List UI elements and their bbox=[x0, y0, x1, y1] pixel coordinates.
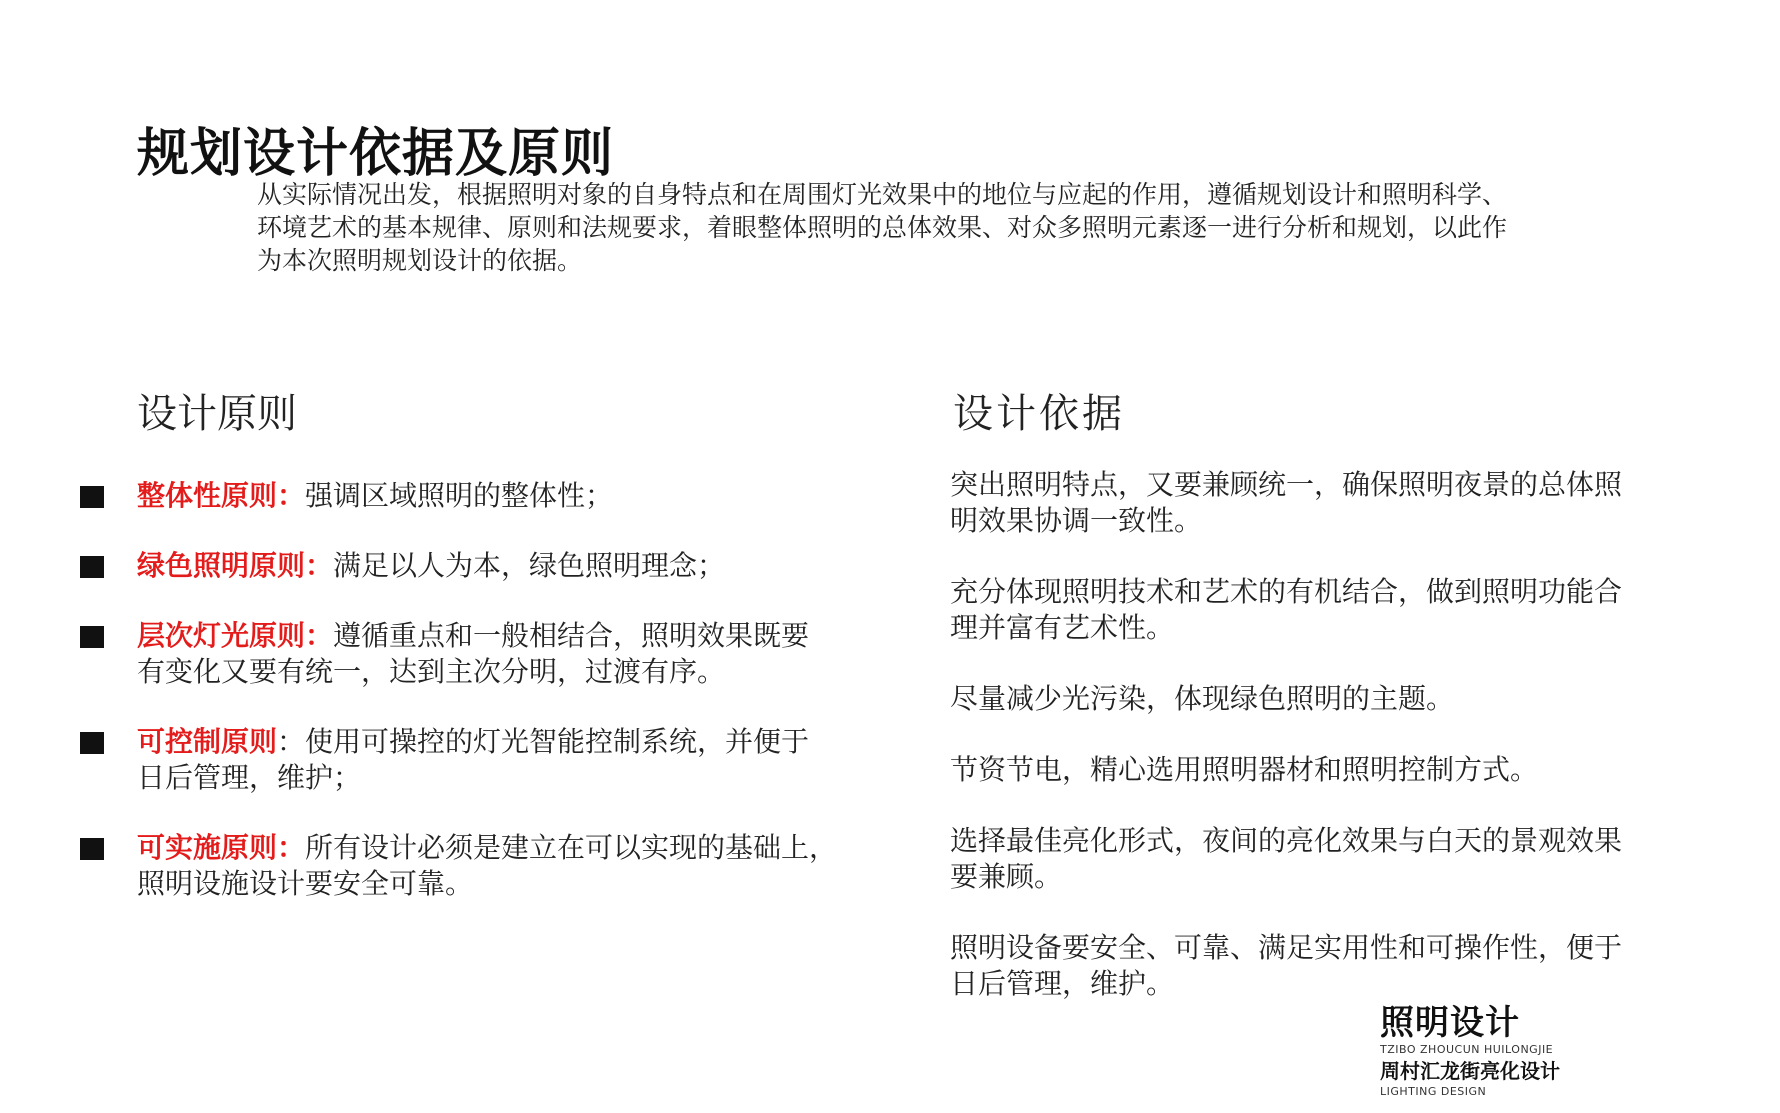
basis-list bbox=[950, 467, 1690, 1002]
principle-item bbox=[80, 724, 900, 796]
square-bullet-icon bbox=[80, 838, 104, 860]
basis-line: 尽量减少光污染，体现绿色照明的主题。 bbox=[950, 682, 1455, 715]
page-title: 规划设计依据及原则 bbox=[137, 123, 615, 184]
principle-item bbox=[80, 618, 900, 690]
principle-text: 有变化又要有统一，达到主次分明，过渡有序。 bbox=[137, 655, 726, 688]
square-bullet-icon bbox=[80, 626, 104, 648]
principle-line bbox=[137, 548, 900, 584]
basis-item bbox=[950, 574, 1690, 646]
square-bullet-icon bbox=[80, 486, 104, 508]
basis-item bbox=[950, 823, 1690, 895]
basis-item bbox=[950, 681, 1690, 717]
principle-line bbox=[137, 830, 900, 866]
basis-item bbox=[950, 930, 1690, 1002]
logo-english: LIGHTING DESIGN bbox=[1380, 1085, 1487, 1098]
principle-text: 强调区域照明的整体性； bbox=[305, 479, 614, 512]
logo-pinyin: TZIBO ZHOUCUN HUILONGJIE bbox=[1380, 1043, 1554, 1056]
square-bullet-icon bbox=[80, 732, 104, 754]
principle-name: 可实施原则： bbox=[137, 831, 306, 864]
basis-line: 节资节电，精心选用照明器材和照明控制方式。 bbox=[950, 753, 1539, 786]
basis-line: 选择最佳亮化形式，夜间的亮化效果与白天的景观效果 bbox=[950, 824, 1623, 857]
principle-item bbox=[80, 478, 900, 514]
intro-line: 为本次照明规划设计的依据。 bbox=[257, 246, 583, 275]
principles-list bbox=[80, 478, 900, 902]
basis-line: 照明设备要安全、可靠、满足实用性和可操作性，便于 bbox=[950, 931, 1623, 964]
principle-line bbox=[137, 478, 900, 514]
basis-line: 明效果协调一致性。 bbox=[950, 504, 1203, 537]
basis-line: 日后管理，维护。 bbox=[950, 967, 1175, 1000]
principle-name: 层次灯光原则： bbox=[137, 619, 334, 652]
basis-line: 要兼顾。 bbox=[950, 860, 1063, 893]
basis-line: 突出照明特点，又要兼顾统一，确保照明夜景的总体照 bbox=[950, 468, 1623, 501]
principle-text: 满足以人为本，绿色照明理念； bbox=[333, 549, 726, 582]
principle-text: 所有设计必须是建立在可以实现的基础上， bbox=[305, 831, 838, 864]
principle-line bbox=[137, 618, 900, 654]
principle-text: 日后管理，维护； bbox=[137, 761, 362, 794]
principle-name: 整体性原则： bbox=[137, 479, 306, 512]
principles-heading: 设计原则 bbox=[137, 391, 297, 437]
logo-project-name: 周村汇龙街亮化设计 bbox=[1380, 1059, 1560, 1083]
principle-name: 绿色照明原则： bbox=[137, 549, 334, 582]
basis-heading: 设计依据 bbox=[953, 391, 1125, 437]
brand-logo bbox=[1380, 1004, 1610, 1100]
principle-text: 遵循重点和一般相结合，照明效果既要 bbox=[333, 619, 810, 652]
principle-item bbox=[80, 830, 900, 902]
intro-line: 从实际情况出发，根据照明对象的自身特点和在周围灯光效果中的地位与应起的作用，遵循规划设计和照明科学、 bbox=[257, 180, 1508, 209]
basis-item bbox=[950, 752, 1690, 788]
basis-item bbox=[950, 467, 1690, 539]
principle-item bbox=[80, 548, 900, 584]
principle-text: 照明设施设计要安全可靠。 bbox=[137, 867, 474, 900]
intro-line: 环境艺术的基本规律、原则和法规要求，着眼整体照明的总体效果、对众多照明元素逐一进行分析和规划，以此作 bbox=[257, 213, 1508, 242]
principle-name: 可控制原则 bbox=[137, 725, 278, 758]
basis-line: 理并富有艺术性。 bbox=[950, 611, 1175, 644]
square-bullet-icon bbox=[80, 556, 104, 578]
principle-line bbox=[137, 724, 900, 760]
principle-text: ：使用可操控的灯光智能控制系统，并便于 bbox=[277, 725, 810, 758]
logo-title: 照明设计 bbox=[1380, 1003, 1520, 1043]
basis-line: 充分体现照明技术和艺术的有机结合，做到照明功能合 bbox=[950, 575, 1623, 608]
intro-paragraph bbox=[257, 178, 1647, 277]
